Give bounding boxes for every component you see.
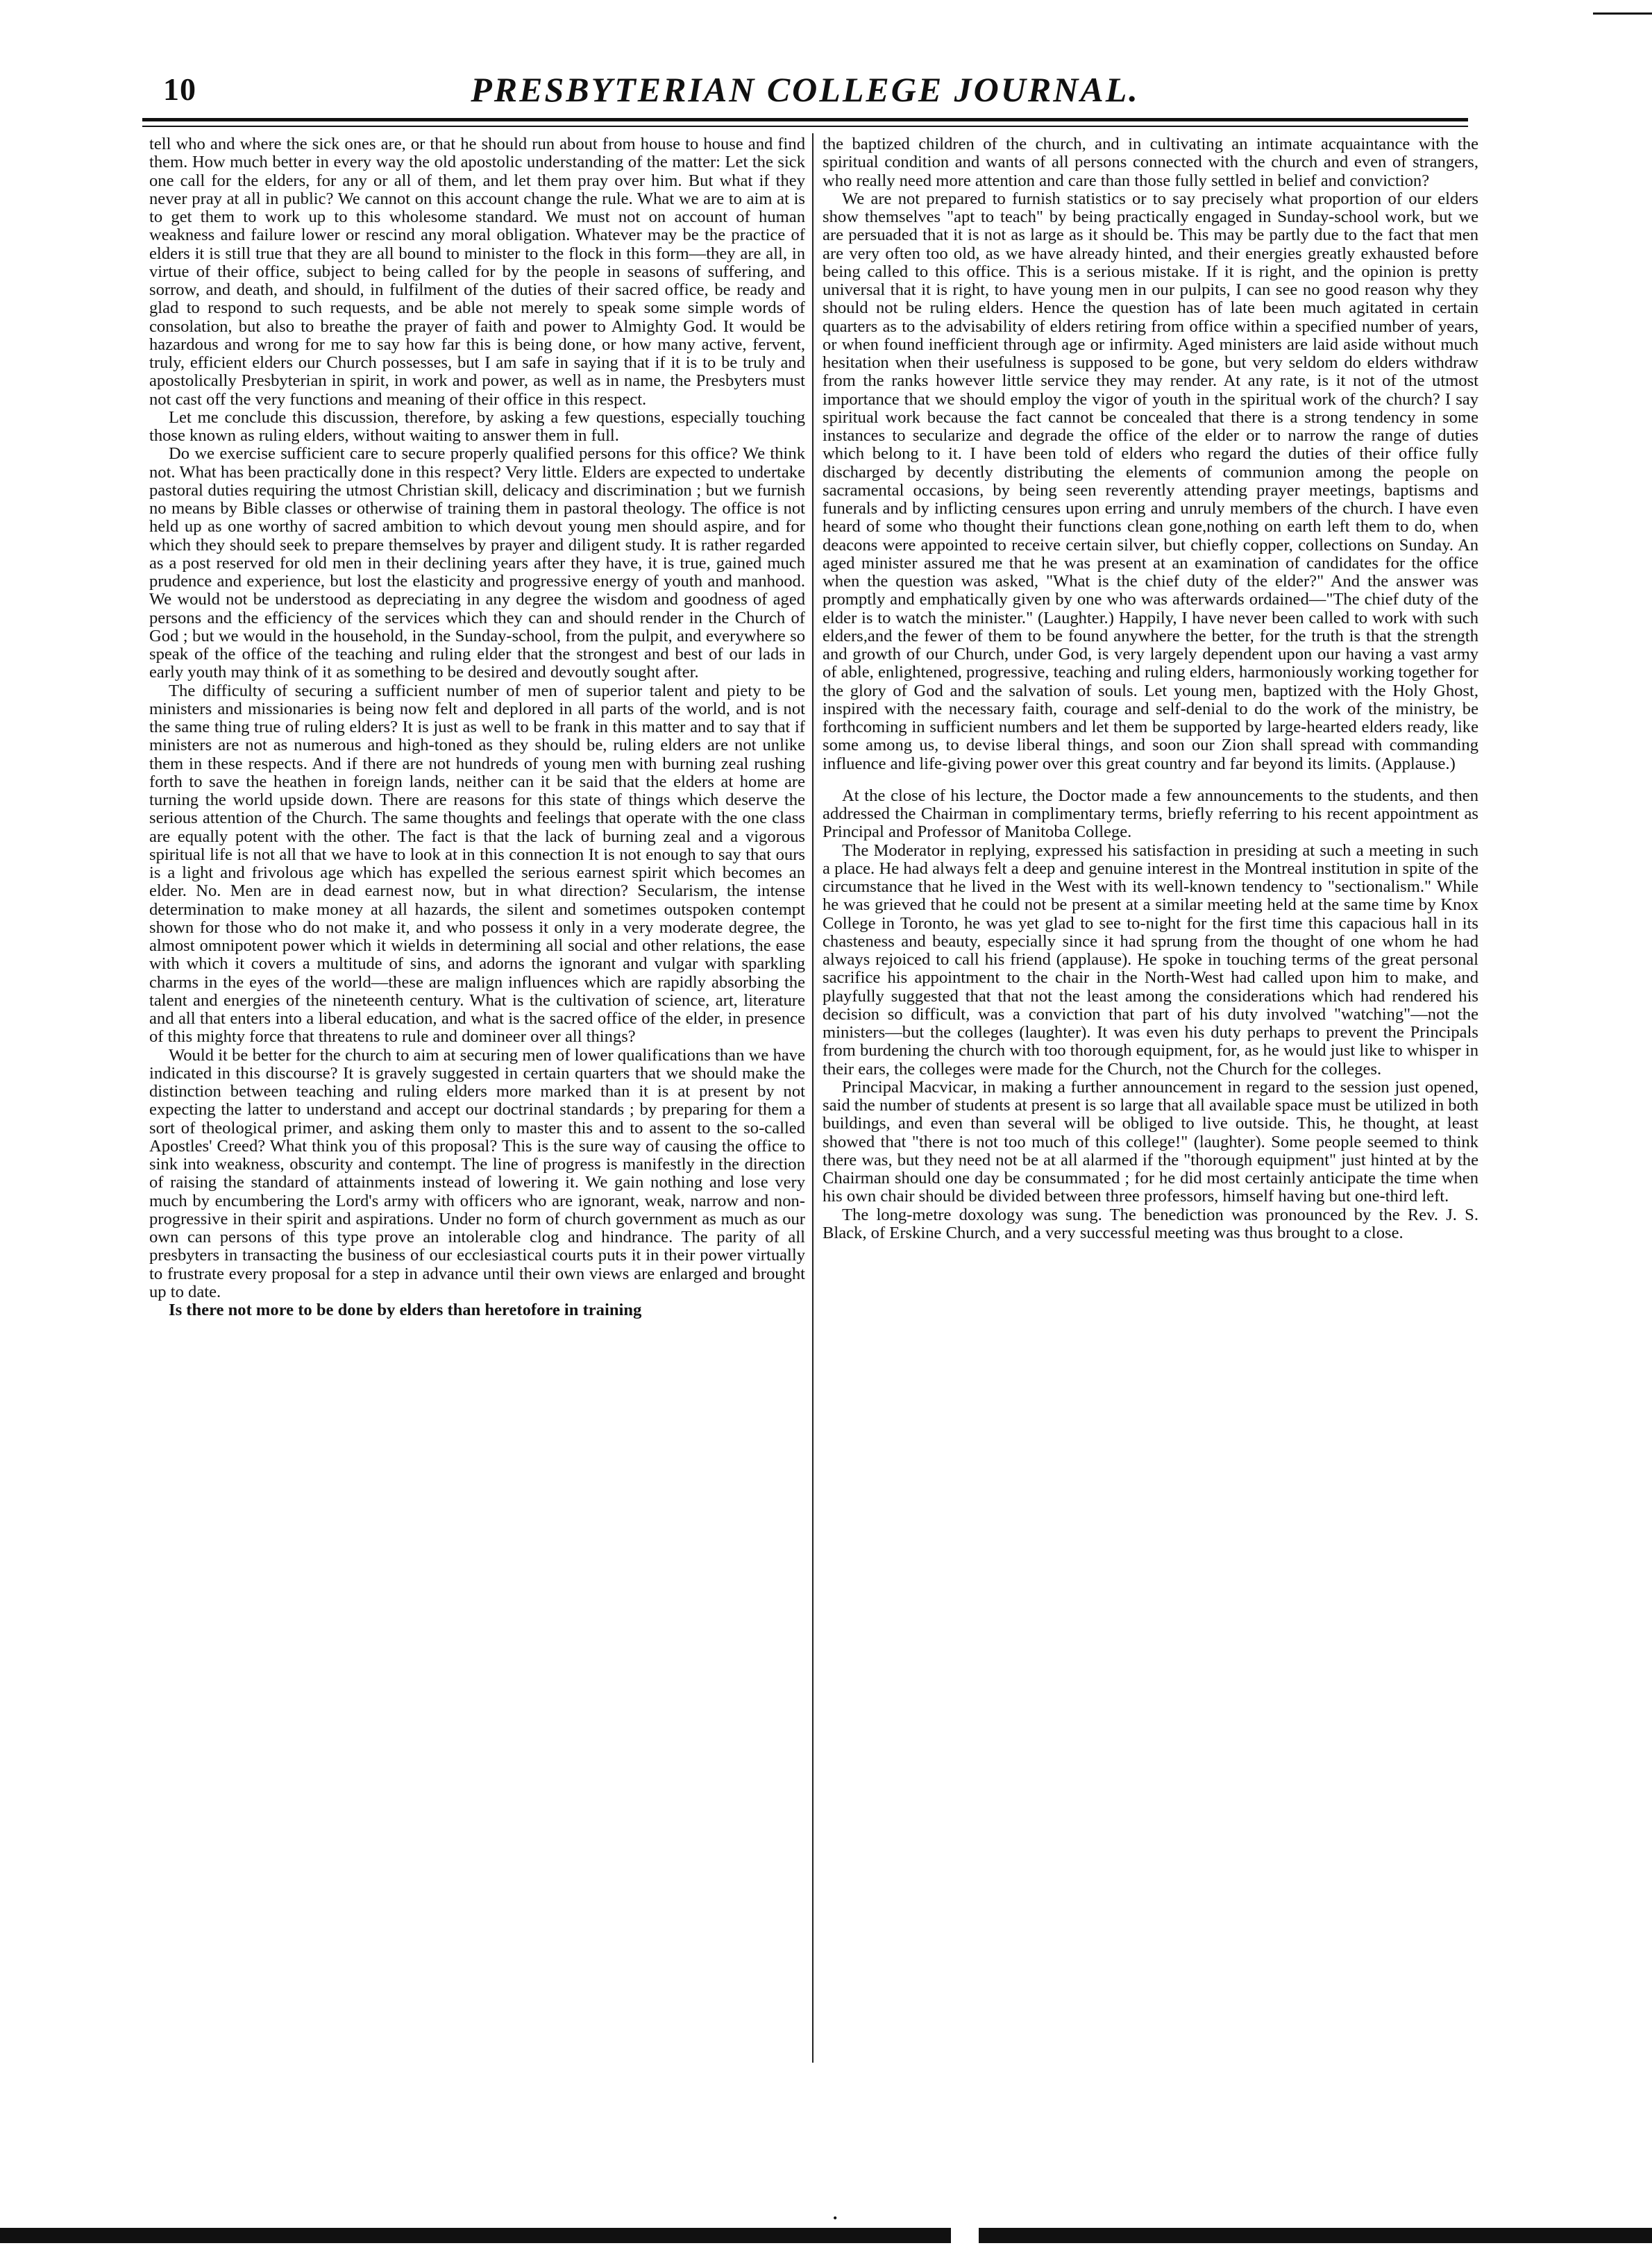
column-divider (812, 133, 814, 2063)
bottom-bar-gap (951, 2228, 979, 2243)
right-paragraph-3: At the close of his lecture, the Doctor made a few announcements to the students, and then addressed the Chairman in complimentary terms, briefly referring to his recent appointment as Principal and Professor of Manitoba College. (823, 786, 1478, 842)
journal-title: PRESBYTERIAN COLLEGE JOURNAL. (471, 70, 1140, 109)
right-column (823, 135, 1478, 1242)
left-paragraph-4: The difficulty of securing a sufficient number of men of superior talent and piety to be ministers and missionaries is being now felt and deplored in all parts of the world, and is not the same thing true of ruling elders? It is just as well to be frank in this matter and to say that if ministers are not as numerous and high-toned as they should be, ruling elders are not unlike them in these respects. And if there are not hundreds of young men with burning zeal rushing forth to save the heathen in foreign lands, neither can it be said that the elders at home are turning the world upside down. There are reasons for this state of things which deserve the serious attention of the Church. The same thoughts and feelings that operate with the one class are equally potent with the other. The fact is that the lack of burning zeal and a vigorous spiritual life is not all that we have to look at in this connection It is not enough to say that ours is a light and frivolous age which has expelled the serious earnest spirit which becomes an elder. No. Men are in dead earnest now, but in what direction? Secularism, the intense determination to make money at all hazards, the silent and sometimes outspoken contempt shown for those who do not make it, and who possess it only in a very moderate degree, the almost omnipotent power which it wields in determining all social and other relations, the ease with which it covers a multitude of sins, and adorns the ignorant and vulgar with sparkling charms in the eyes of the world—these are malign influences which are rapidly absorbing the talent and energies of the nineteenth century. What is the cultivation of science, art, literature and all that enters into a liberal education, and what is the sacred office of the elder, in presence of this mighty force that threatens to rule and domineer over all things? (149, 681, 805, 1047)
page-header (142, 64, 1468, 112)
left-column (149, 135, 805, 1319)
header-rule-thin (142, 126, 1468, 127)
right-paragraph-2: We are not prepared to furnish statistics or to say precisely what proportion of our elders show themselves "apt to teach" by being practically engaged in Sunday-school work, but we are persuaded that it is not as large as it should be. This may be partly due to the fact that men are very often too old, as we have already hinted, and their energies greatly exhausted before being called to this office. This is a serious mistake. If it is right, and the opinion is pretty universal that it is right, to have young men in our pulpits, I can see no good reason why they should not be ruling elders. Hence the question has of late been much agitated in certain quarters as to the advisability of elders retiring from office within a specified number of years, or when found inefficient through age or infirmity. Aged ministers are laid aside without much hesitation when their usefulness is supposed to be gone, but very seldom do elders withdraw from the ranks however little service they may render. At any rate, is it not of the utmost importance that we should employ the vigor of youth in the spiritual work of the church? I say spiritual work because the fact cannot be concealed that there is a strong tendency in some instances to secularize and degrade the office of the elder or to narrow the range of duties which belong to it. I have been told of elders who regard the duties of their office fully discharged by decently distributing the elements of communion among the people on sacramental occasions, by being seen reverently attending prayer meetings, baptisms and funerals and by inflicting censures upon erring and unruly members of the church. I have even heard of some who thought their functions clean gone,nothing on earth left them to do, when deacons were appointed to receive certain silver, but chiefly copper, collections on Sunday. An aged minister assured me that he was present at an examination of candidates for the office when the question was asked, "What is the chief duty of the elder?" And the answer was promptly and emphatically given by one who was afterwards ordained—"The chief duty of the elder is to watch the minister." (Laughter.) Happily, I have never been called to work with such elders,and the fewer of them to be found anywhere the better, for the truth is that the strength and growth of our Church, under God, is very largely dependent upon our having a vast army of able, enlightened, progressive, teaching and ruling elders, harmoniously working together for the glory of God and the salvation of souls. Let young men, baptized with the Holy Ghost, inspired with the necessary faith, courage and self-denial to do the work of the ministry, be forthcoming in sufficient numbers and let them be supported by large-hearted elders ready, like some among us, to devise liberal things, and soon our Zion shall spread with commanding influence and life-giving power over this great country and far beyond its limits. (Applause.) (823, 189, 1478, 773)
right-paragraph-6: The long-metre doxology was sung. The benediction was pronounced by the Rev. J. S. Black, of Erskine Church, and a very successful meeting was thus brought to a close. (823, 1205, 1478, 1242)
right-paragraph-4: The Moderator in replying, expressed his satisfaction in presiding at such a meeting in such a place. He had always felt a deep and genuine interest in the Montreal institution in spite of the circumstance that he lived in the West with its well-known tendency to "sectionalism." While he was grieved that he could not be present at a similar meeting held at the same time by Knox College in Toronto, he was yet glad to see to-night for the first time this capacious hall in its chasteness and beauty, especially since it had sprung from the thought of one whom he had always rejoiced to call his friend (applause). He spoke in touching terms of the great personal sacrifice his appointment to the chair in the North-West had called upon him to make, and playfully suggested that that not the least among the considerations which had rendered his decision so difficult, was a conviction that part of his duty involved "watching"—not the ministers—but the colleges (laughter). It was even his duty perhaps to prevent the Principals from burdening the church with too thorough equipment, for, as he would just like to whisper in their ears, the colleges were made for the Church, not the Church for the colleges. (823, 840, 1478, 1079)
left-paragraph-5: Would it be better for the church to aim at securing men of lower qualifications than we have indicated in this discourse? It is gravely suggested in certain quarters that we should make the distinction between teaching and ruling elders more marked than it is at present by not expecting the latter to understand and accept our doctrinal standards ; by preparing for them a sort of theological primer, and asking them only to master this and to assent to the so-called Apostles' Creed? What think you of this proposal? This is the sure way of causing the office to sink into weakness, obscurity and contempt. The line of progress is manifestly in the direction of raising the standard of attainments instead of lowering it. We gain nothing and lose very much by encumbering the Lord's army with officers who are ignorant, weak, narrow and non-progressive in their spirit and aspirations. Under no form of church government as much as our own can persons of this type prove an intolerable clog and hindrance. The parity of all presbyters in transacting the business of our ecclesiastical courts puts it in their power virtually to frustrate every proposal for a step in advance until their own views are enlarged and brought up to date. (149, 1045, 805, 1301)
right-paragraph-5: Principal Macvicar, in making a further announcement in regard to the session just opened, said the number of students at present is so large that all available space must be utilized in both buildings, and even than several will be obliged to live outside. This, he thought, at least showed that "there is not too much of this college!" (laughter). Some people seemed to think there was, but they need not be at all alarmed if the "thorough equipment" just hinted at by the Chairman should one day be consummated ; for he did most certainly anticipate the time when his own chair should be divided between three professors, himself having but one-third left. (823, 1077, 1478, 1206)
left-paragraph-2: Let me conclude this discussion, therefore, by asking a few questions, especially touching those known as ruling elders, without waiting to answer them in full. (149, 407, 805, 445)
top-edge-rule (1593, 12, 1652, 15)
left-paragraph-6: Is there not more to be done by elders than heretofore in training (169, 1301, 642, 1319)
left-paragraph-3: Do we exercise sufficient care to secure properly qualified persons for this office? We think not. What has been practically done in this respect? Very little. Elders are expected to undertake pastoral duties requiring the utmost Christian skill, delicacy and discrimination ; but we furnish no means by Bible classes or otherwise of training them in pastoral theology. The office is not held up as one worthy of sacred ambition to which devout young men should aspire, and for which they should seek to prepare themselves by prayer and diligent study. It is rather regarded as a post reserved for old men in their declining years after they have, it is true, gained much prudence and experience, but lost the elasticity and progressive energy of youth and manhood. We would not be understood as depreciating in any degree the wisdom and goodness of aged persons and the efficiency of the services which they can and should render in the Church of God ; but we would in the household, in the Sunday-school, from the pulpit, and everywhere so speak of the office of the teaching and ruling elder that the strongest and best of our lads in early youth may think of it as something to be desired and devoutly sought after. (149, 444, 805, 682)
left-paragraph-1: tell who and where the sick ones are, or that he should run about from house to house and find them. How much better in every way the old apostolic understanding of the matter: Let the sick one call for the elders, for any or all of them, and let them pray over him. But what if they never pray at all in public? We cannot on this account change the rule. What we are to aim at is to get them to work up to this wholesome standard. We must not on account of human weakness and failure lower or rescind any moral obligation. Whatever may be the practice of elders it is still true that they are all bound to minister to the flock in this form—they are all, in virtue of their office, subject to being called for by the people in seasons of suffering, and sorrow, and death, and should, in fulfilment of the duties of their sacred office, be ready and glad to respond to such requests, and be able not merely to speak some simple words of consolation, but also to breathe the prayer of faith and power to Almighty God. It would be hazardous and wrong for me to say how far this is being done, or how many active, fervent, truly, efficient elders our Church possesses, but I am safe in saying that if it is to be truly and apostolically Presbyterian in spirit, in work and power, as well as in name, the Presbyters must not cast off the very functions and meaning of their office in this respect. (149, 135, 805, 409)
bottom-dot-mark: • (833, 2211, 838, 2225)
page-number: 10 (163, 71, 196, 107)
right-paragraph-1: the baptized children of the church, and in cultivating an intimate acquaintance with the spiritual condition and wants of all persons connected with the church and even of strangers, who really need more attention and care than those fully settled in belief and conviction? (823, 135, 1478, 190)
bottom-edge-bar (0, 2228, 1652, 2243)
header-rule-thick (142, 118, 1468, 121)
